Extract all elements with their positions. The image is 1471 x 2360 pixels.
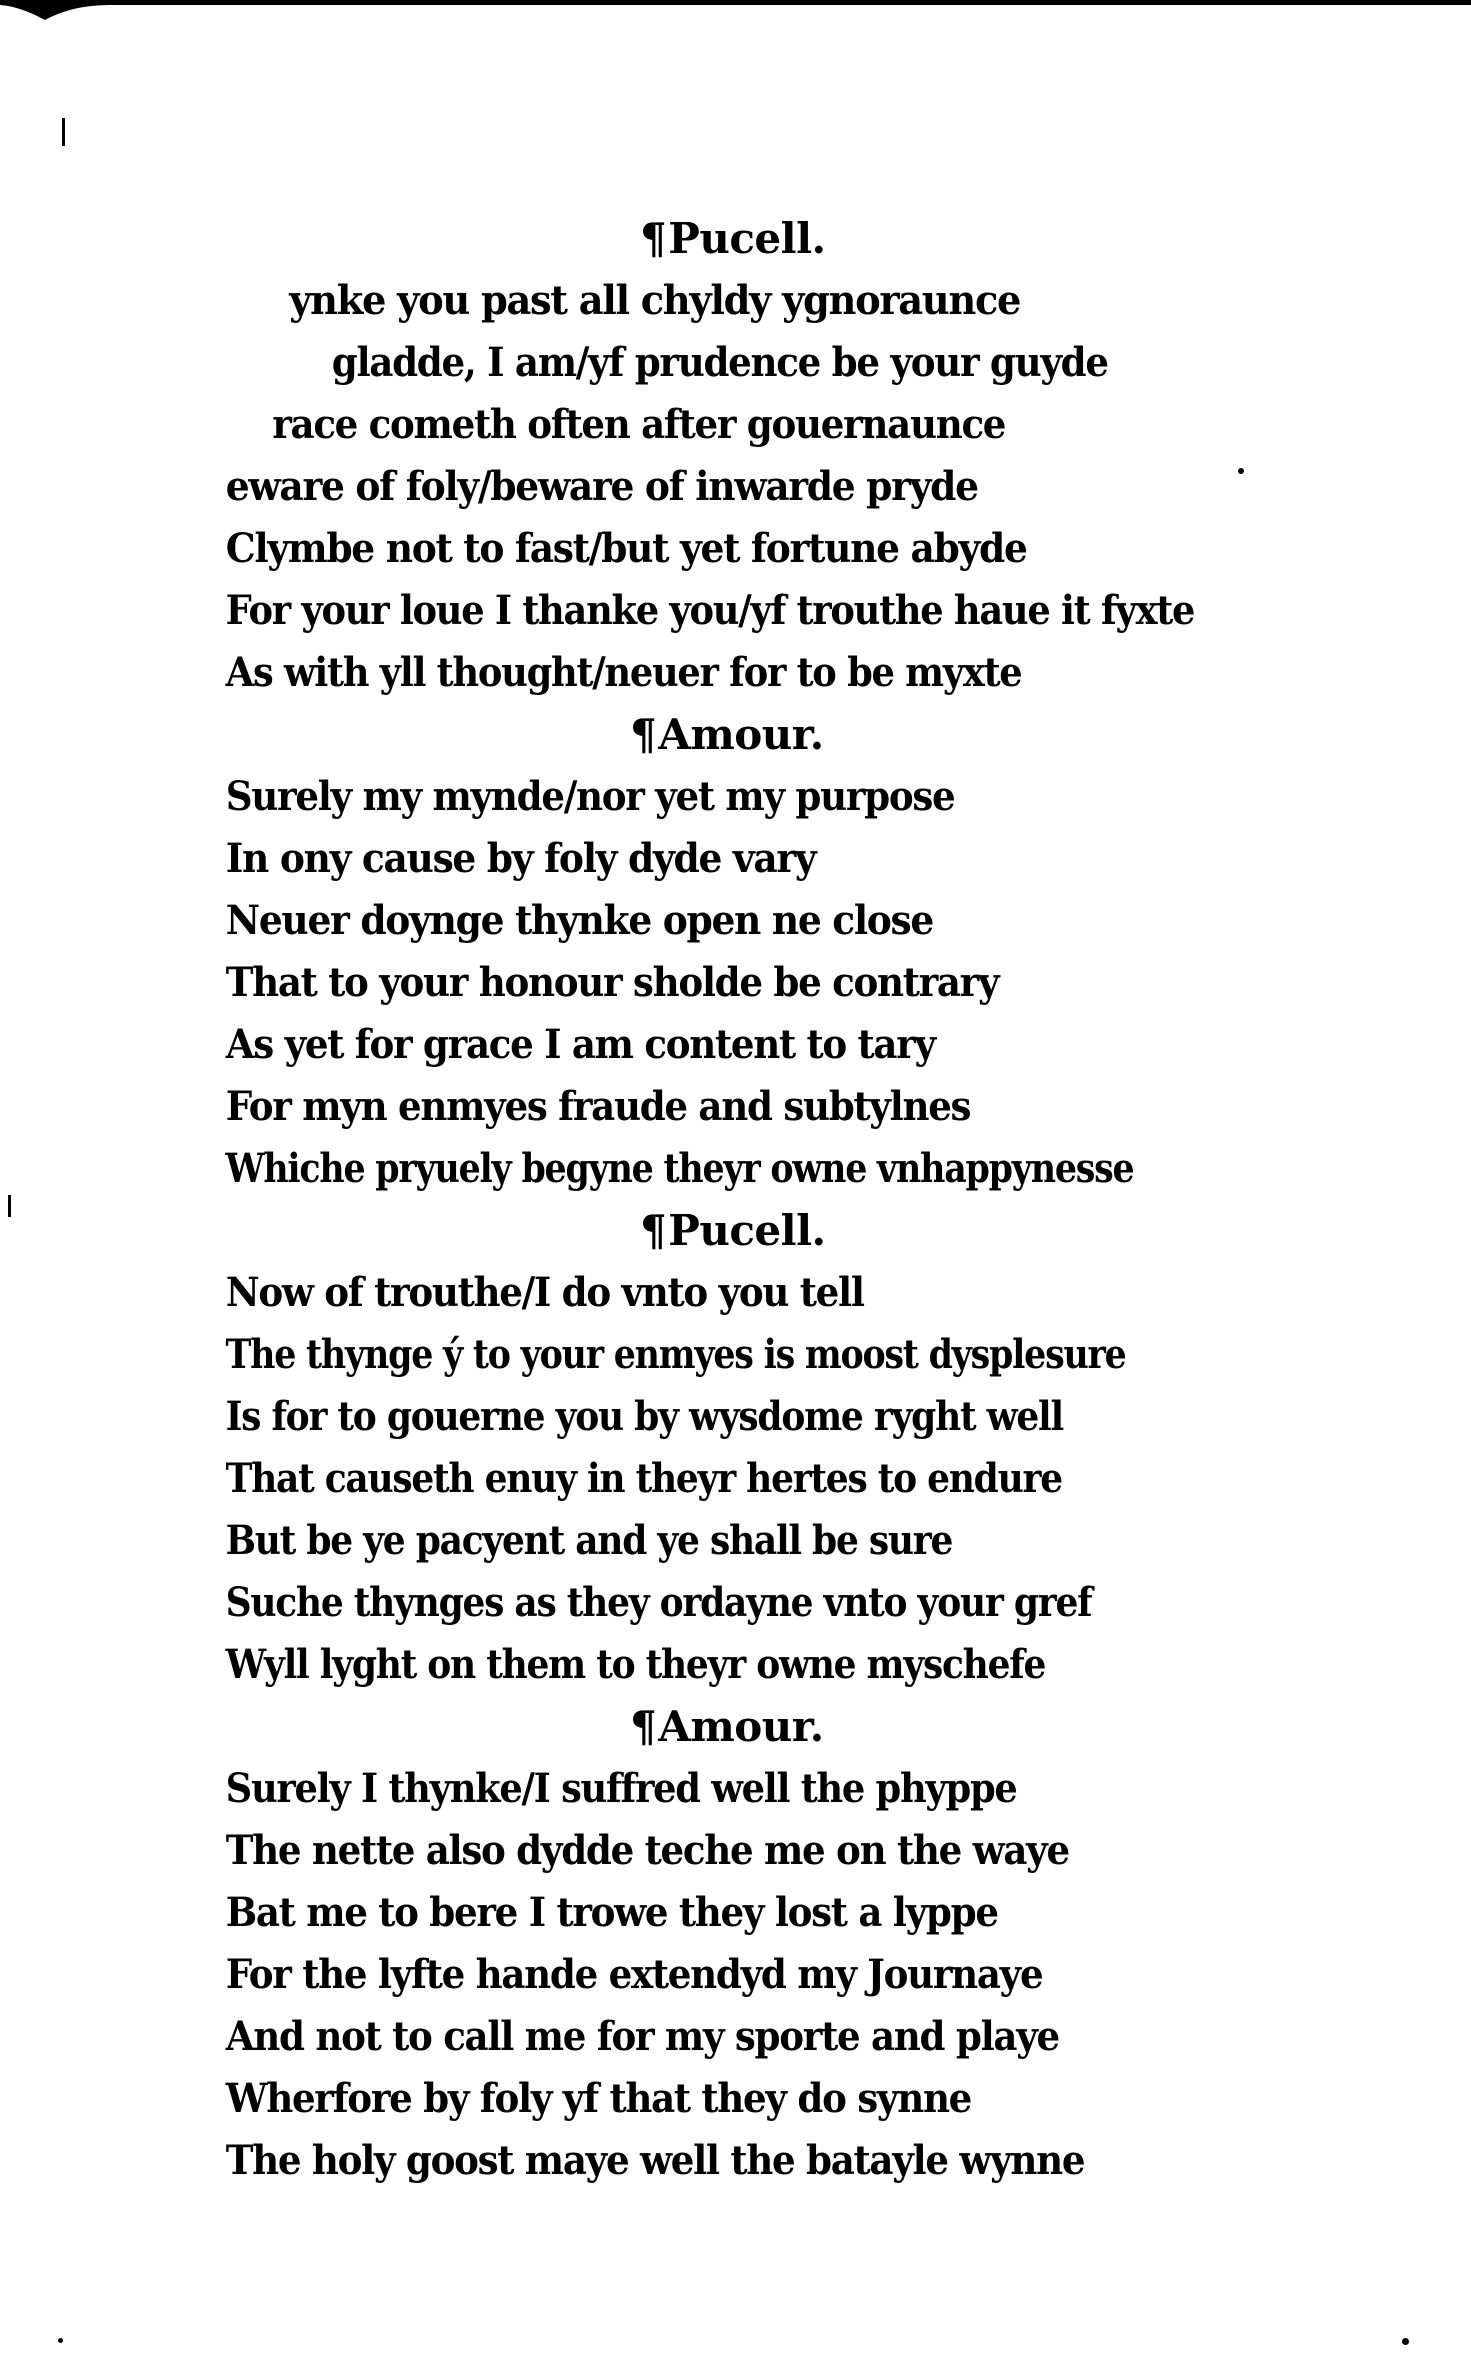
verse-line: For myn enmyes fraude and subtylnes: [225, 1083, 971, 1130]
verse-line: Bat me to bere I trowe they lost a lyppe: [225, 1889, 998, 1936]
verse-line: Wherfore by foly yf that they do synne: [225, 2075, 972, 2122]
margin-tick-top: [62, 118, 65, 146]
verse-line: The thynge ý to your enmyes is moost dysplesure: [225, 1331, 1126, 1378]
speck: [58, 2338, 63, 2343]
verse-line: That causeth enuy in theyr hertes to endure: [225, 1455, 1062, 1502]
verse-line: Surely my mynde/nor yet my purpose: [225, 773, 955, 820]
verse-line: Wyll lyght on them to theyr owne myschefe: [225, 1641, 1046, 1688]
pilcrow-icon: ¶: [630, 1702, 657, 1751]
pilcrow-icon: ¶: [640, 214, 667, 263]
speaker-heading: ¶Amour.: [630, 710, 824, 759]
speaker-heading: ¶Pucell.: [640, 214, 826, 263]
verse-line: race cometh often after gouernaunce: [272, 401, 1006, 448]
verse-line: ynke you past all chyldy ygnoraunce: [289, 277, 1021, 324]
verse-line: That to your honour sholde be contrary: [225, 959, 999, 1006]
speaker-heading: ¶Pucell.: [640, 1206, 826, 1255]
verse-line: Is for to gouerne you by wysdome ryght well: [225, 1393, 1063, 1440]
verse-line: Whiche pryuely begyne theyr owne vnhappynesse: [225, 1145, 1134, 1192]
verse-line: Surely I thynke/I suffred well the phyppe: [225, 1765, 1017, 1812]
verse-line: The nette also dydde teche me on the waye: [225, 1827, 1069, 1874]
margin-tick-middle: [8, 1195, 11, 1217]
pilcrow-icon: ¶: [630, 710, 657, 759]
verse-line: As yet for grace I am content to tary: [225, 1021, 935, 1068]
pilcrow-icon: ¶: [640, 1206, 667, 1255]
speaker-heading: ¶Amour.: [630, 1702, 824, 1751]
verse-line: But be ye pacyent and ye shall be sure: [225, 1517, 953, 1564]
verse-line: For your loue I thanke you/yf trouthe haue it fyxte: [225, 587, 1195, 634]
verse-line: In ony cause by foly dyde vary: [225, 835, 816, 882]
poem-body: [222, 208, 1442, 2192]
verse-line: For the lyfte hande extendyd my Journaye: [225, 1951, 1043, 1998]
verse-line: And not to call me for my sporte and playe: [225, 2013, 1059, 2060]
verse-line: The holy goost maye well the batayle wynne: [225, 2137, 1085, 2184]
speck: [1402, 2338, 1409, 2345]
verse-line: Neuer doynge thynke open ne close: [225, 897, 934, 944]
verse-line: As with yll thought/neuer for to be myxte: [225, 649, 1022, 696]
top-page-edge: [0, 0, 1471, 22]
verse-line: Clymbe not to fast/but yet fortune abyde: [225, 525, 1027, 572]
verse-line: gladde, I am/yf prudence be your guyde: [331, 339, 1108, 386]
verse-line: eware of foly/beware of inwarde pryde: [225, 463, 978, 510]
verse-line: Suche thynges as they ordayne vnto your gref: [225, 1579, 1092, 1626]
verse-line: Now of trouthe/I do vnto you tell: [225, 1269, 864, 1316]
